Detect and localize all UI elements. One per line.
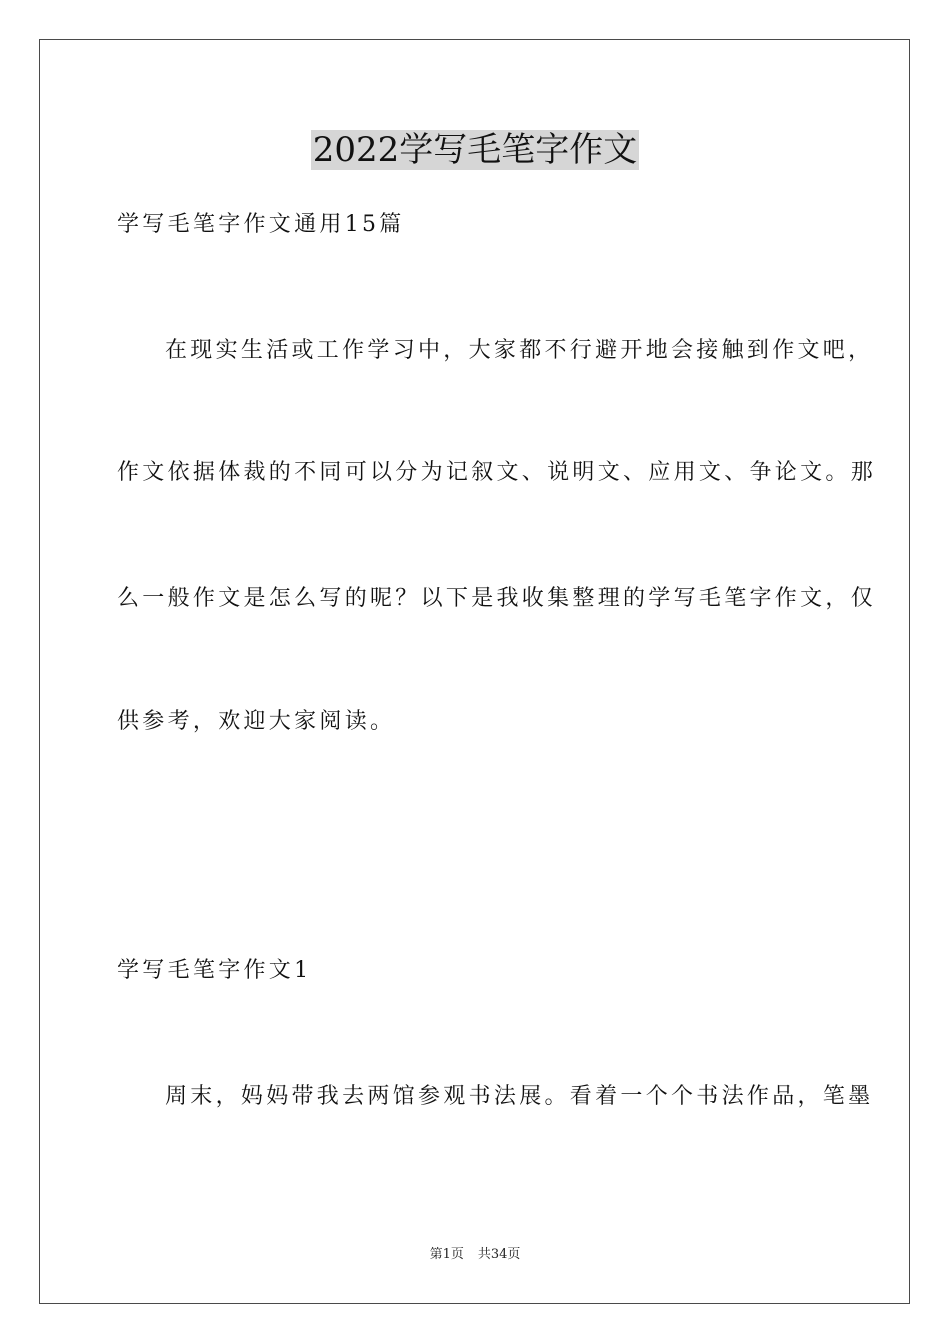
footer-total-pages: 共34页 xyxy=(477,1247,521,1262)
document-title-text: 2022学写毛笔字作文 xyxy=(312,130,638,170)
document-title xyxy=(0,128,950,172)
section-heading: 学写毛笔字作文1 xyxy=(117,958,312,983)
document-subtitle: 学写毛笔字作文通用15篇 xyxy=(117,212,405,237)
page-footer xyxy=(0,1246,950,1264)
intro-line-3: 么一般作文是怎么写的呢？以下是我收集整理的学写毛笔字作文，仅 xyxy=(117,586,877,611)
intro-line-4: 供参考，欢迎大家阅读。 xyxy=(117,709,396,734)
intro-line-2: 作文依据体裁的不同可以分为记叙文、说明文、应用文、争论文。那 xyxy=(117,460,877,485)
footer-page-number: 第1页 xyxy=(429,1247,464,1262)
intro-line-1: 在现实生活或工作学习中，大家都不行避开地会接触到作文吧， xyxy=(165,338,874,363)
section-line-1: 周末，妈妈带我去两馆参观书法展。看着一个个书法作品，笔墨 xyxy=(165,1084,874,1109)
